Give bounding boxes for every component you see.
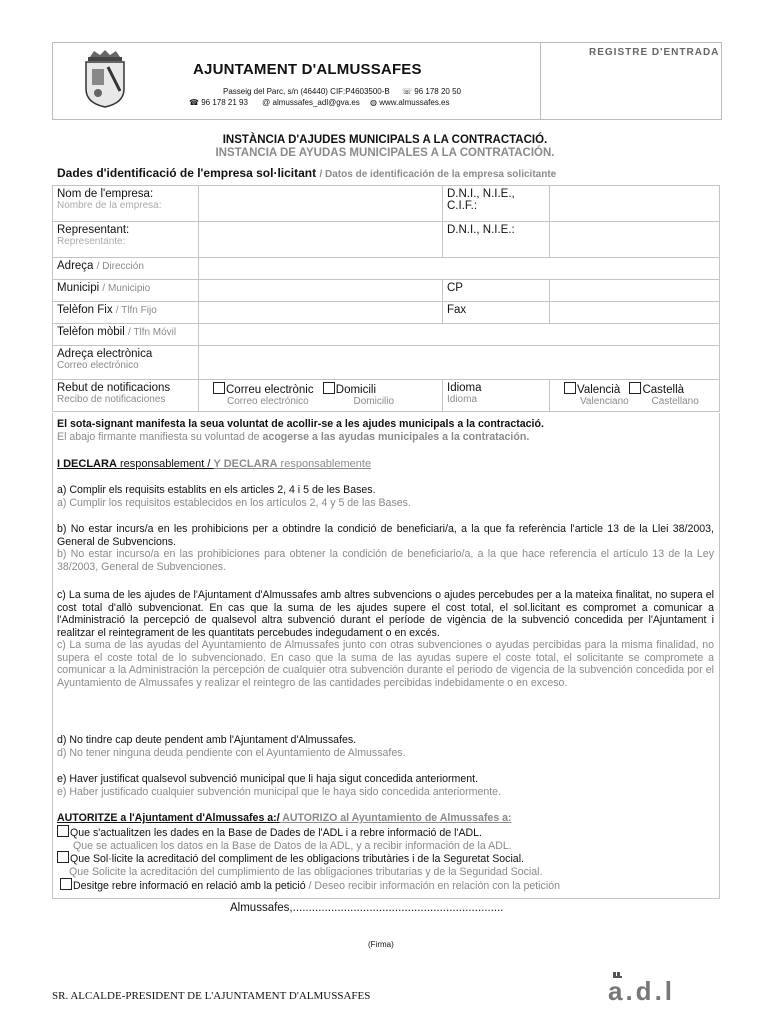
declare-ca: I DECLARA <box>57 458 117 470</box>
email-label-es: Correo electrónico <box>57 360 139 371</box>
castilian-label: Castellà <box>642 384 685 396</box>
address-label-cell <box>53 258 199 280</box>
item-e-ca: e) Haver justificat qualsevol subvenció municipal que li haja sigut concedida anteriorment. <box>57 773 479 785</box>
option-2-checkbox[interactable] <box>57 851 69 863</box>
dni-cif-label-cell <box>443 186 550 222</box>
item-b <box>57 523 714 573</box>
fax-icon: ☏ <box>402 87 413 96</box>
phone-icon: ☎ <box>189 98 199 107</box>
dni-nie-field[interactable] <box>550 222 720 258</box>
declare-heading <box>57 458 714 471</box>
phone-label: Telèfon Fix <box>57 304 113 316</box>
title-ca: INSTÀNCIA D'AJUDES MUNICIPALS A LA CONTRACTACIÓ. <box>222 134 548 146</box>
intro-es-bold: acogerse a las ayudas municipales a la contratación. <box>262 430 530 443</box>
email-notif-label-es: Correo electrónico <box>227 396 309 407</box>
town-name: AJUNTAMENT D'ALMUSSAFES <box>193 61 422 78</box>
option-3-ca: Desitge rebre informació en relació amb la petició <box>73 880 306 892</box>
item-c-es: c) La suma de las ayudas del Ayuntamiento de Almussafes junto con otras subvenciones o ayudas percibidas para la misma finalidad, no supera el coste total de lo subvencionado. En caso que la suma de las ayudas supere el coste total, el solicitante se compromete a comunicar a la Administración la percepción de cualquier otra subvención durante el periodo de vigencia de la subvención concedida por el Ayuntamiento de Almussafes y realizar el reintegro de las cantidades percibidas indebidamente o en exceso. <box>57 639 714 689</box>
dni-cif-field[interactable] <box>550 186 720 222</box>
rep-label-cell <box>53 222 199 258</box>
lang-options-cell <box>550 380 720 412</box>
email-notif-label: Correu electrònic <box>226 384 314 396</box>
address-field[interactable] <box>199 258 720 280</box>
registry-title: REGISTRE D'ENTRADA <box>589 47 720 58</box>
authorize-option-3 <box>60 878 717 893</box>
notif-options-cell <box>199 380 443 412</box>
option-2-ca: Que Sol·licite la acreditació del compliment de les obligacions tributàries i de la Seguretat Social. <box>70 853 525 865</box>
header-box <box>52 42 722 120</box>
email-notif-checkbox[interactable] <box>213 382 225 394</box>
globe-icon: ◍ <box>370 98 378 107</box>
section-ca: Dades d'identificació de l'empresa sol·licitant <box>57 166 317 180</box>
intro-es: El abajo firmante manifiesta su voluntad de <box>57 430 263 443</box>
notif-label: Rebut de notificacions <box>57 382 171 394</box>
cp-field[interactable] <box>550 280 720 302</box>
lang-label-es: Idioma <box>447 394 478 405</box>
registry-cell <box>541 43 721 119</box>
city-label-es: / Municipio <box>102 283 151 294</box>
option-3-checkbox[interactable] <box>60 878 72 890</box>
item-b-ca: b) No estar incurs/a en les prohibicions per a obtindre la condició de beneficiari/a, a la que fa referència l'article 13 de la Llei 38/2003, General de Subvencions. <box>57 523 714 548</box>
mobile-field[interactable] <box>199 324 720 346</box>
fax-label: Fax <box>447 304 467 316</box>
website: www.almussafes.es <box>379 98 450 107</box>
item-c-ca: c) La suma de les ajudes de l'Ajuntament d'Almussafes amb altres subvencions o ajudes percebudes per a la mateixa finalitat, no supera el cost total d'allò subvencionat. En cas que la suma de les ajudes supere el cost total, el sol.licitant es compromet a comunicar a l'Administració la percepció de qualsevol altra subvenció durant el període de vigència de la subvenció concedida per l'Ajuntament i realitzar el reintegrament de les quantitats percebudes indegudament o en excés. <box>57 589 714 639</box>
mobile-label: Telèfon mòbil <box>57 326 125 338</box>
phone-number: 96 178 21 93 <box>201 98 248 107</box>
mobile-label-cell <box>53 324 199 346</box>
section-es: / Datos de identificación de la empresa solicitante <box>319 169 557 180</box>
dni-nie-label-cell <box>443 222 550 258</box>
authorize-heading <box>57 812 714 825</box>
address: Passeig del Parc, s/n (46440) CIF:P4603500-B <box>223 87 390 96</box>
adl-logo <box>608 972 680 1011</box>
dni-cif-label: D.N.I., N.I.E., C.I.F.: <box>447 188 515 212</box>
city-label-cell <box>53 280 199 302</box>
home-notif-label-es: Domicilio <box>353 396 395 407</box>
option-1-es: Que se actualicen los datos en la Base de Datos de la ADL, y a recibir información de la ADL. <box>73 839 512 852</box>
email-label: Adreça electrònica <box>57 348 153 360</box>
valencian-checkbox[interactable] <box>564 382 576 394</box>
email-label-cell <box>53 346 199 380</box>
section-heading <box>57 166 556 180</box>
address-line <box>223 87 461 96</box>
home-notif-checkbox[interactable] <box>323 382 335 394</box>
mobile-label-es: / Tlfn Móvil <box>127 327 177 338</box>
fax-field[interactable] <box>550 302 720 324</box>
phone-label-cell <box>53 302 199 324</box>
city-field[interactable] <box>199 280 443 302</box>
valencian-label-es: Valenciano <box>580 396 629 407</box>
email-field[interactable] <box>199 346 720 380</box>
valencian-label: Valencià <box>577 384 621 396</box>
item-e-es: e) Haber justificado cualquier subvención municipal que le haya sido concedida anteriormente. <box>57 785 502 798</box>
fax-number: 96 178 20 50 <box>414 87 461 96</box>
cp-label: CP <box>447 282 463 294</box>
cp-label-cell <box>443 280 550 302</box>
notif-label-cell <box>53 380 199 412</box>
adl-logo-text: a.d.l <box>608 976 676 1006</box>
city-label: Municipi <box>57 282 100 294</box>
phone-field[interactable] <box>199 302 443 324</box>
header-info <box>113 43 541 119</box>
address-label: Adreça <box>57 260 94 272</box>
company-field[interactable] <box>199 186 443 222</box>
address-label-es: / Dirección <box>96 261 144 272</box>
castilian-checkbox[interactable] <box>629 382 641 394</box>
addressee: SR. ALCALDE-PRESIDENT DE L'AJUNTAMENT D'ALMUSSAFES <box>52 990 371 1002</box>
item-e <box>57 773 714 798</box>
company-label-es: Nombre de la empresa: <box>57 200 162 211</box>
phone-label-es: / Tlfn Fijo <box>115 305 157 316</box>
authorize-ca: AUTORITZE a l'Ajuntament d'Almussafes a:/ <box>57 812 280 824</box>
lang-label-cell <box>443 380 550 412</box>
item-c <box>57 589 714 689</box>
fax-label-cell <box>443 302 550 324</box>
declare-ca-rest: responsablement / <box>116 458 214 470</box>
item-b-es: b) No estar incurso/a en las prohibiciones para obtener la condición de beneficiario/a, a la que hace referencia el artículo 13 de la Ley 38/2003, General de Subvenciones. <box>57 548 714 573</box>
declare-es-rest: responsablemente <box>277 458 372 470</box>
notif-label-es: Recibo de notificaciones <box>57 394 166 405</box>
option-1-ca: Que s'actualitzen les dades en la Base de Dades de l'ADL i a rebre informació de l'ADL. <box>70 827 482 839</box>
rep-field[interactable] <box>199 222 443 258</box>
dni-nie-label: D.N.I., N.I.E.: <box>447 224 515 236</box>
castilian-label-es: Castellano <box>651 396 699 407</box>
rep-label-es: Representante: <box>57 236 126 247</box>
authorize-option-1 <box>57 825 714 852</box>
signature-label: (Firma) <box>368 940 394 949</box>
coat-of-arms-cell <box>53 43 113 119</box>
place-date-line: Almussafes,.................................................................. <box>230 902 504 914</box>
item-d <box>57 734 714 759</box>
authorize-option-2 <box>57 851 714 878</box>
title-es: INSTANCIA DE AYUDAS MUNICIPALES A LA CONTRATACIÓN. <box>215 147 555 159</box>
declare-es: Y DECLARA <box>213 458 278 470</box>
home-notif-label: Domicili <box>335 384 377 396</box>
item-a-ca: a) Complir els requisits establits en els articles 2, 4 i 5 de les Bases. <box>57 484 376 496</box>
item-a-es: a) Cumplir los requisitos establecidos en los artículos 2, 4 y 5 de las Bases. <box>57 496 411 509</box>
at-icon: @ <box>262 98 271 107</box>
intro-ca: El sota-signant manifesta la seua voluntat de acollir-se a les ajudes municipals a la contractació. <box>57 418 544 430</box>
lang-label: Idioma <box>447 382 482 394</box>
email-address: almussafes_adl@gva.es <box>272 98 360 107</box>
item-d-ca: d) No tindre cap deute pendent amb l'Ajuntament d'Almussafes. <box>57 734 357 746</box>
identification-table <box>52 185 720 412</box>
contact-line <box>189 98 450 107</box>
company-label: Nom de l'empresa: <box>57 188 154 200</box>
company-label-cell <box>53 186 199 222</box>
rep-label: Representant: <box>57 224 130 236</box>
authorize-es: AUTORIZO al Ayuntamiento de Almussafes a: <box>279 812 512 824</box>
item-d-es: d) No tener ninguna deuda pendiente con el Ayuntamiento de Almussafes. <box>57 746 406 759</box>
option-3-es: / Deseo recibir información en relación con la petición <box>305 880 560 892</box>
intro-paragraph <box>57 418 714 443</box>
option-2-es: Que Solicite la acreditación del cumplimiento de las obligaciones tributarias y de la Seguridad Social. <box>69 865 543 878</box>
option-1-checkbox[interactable] <box>57 825 69 837</box>
item-a <box>57 484 714 509</box>
